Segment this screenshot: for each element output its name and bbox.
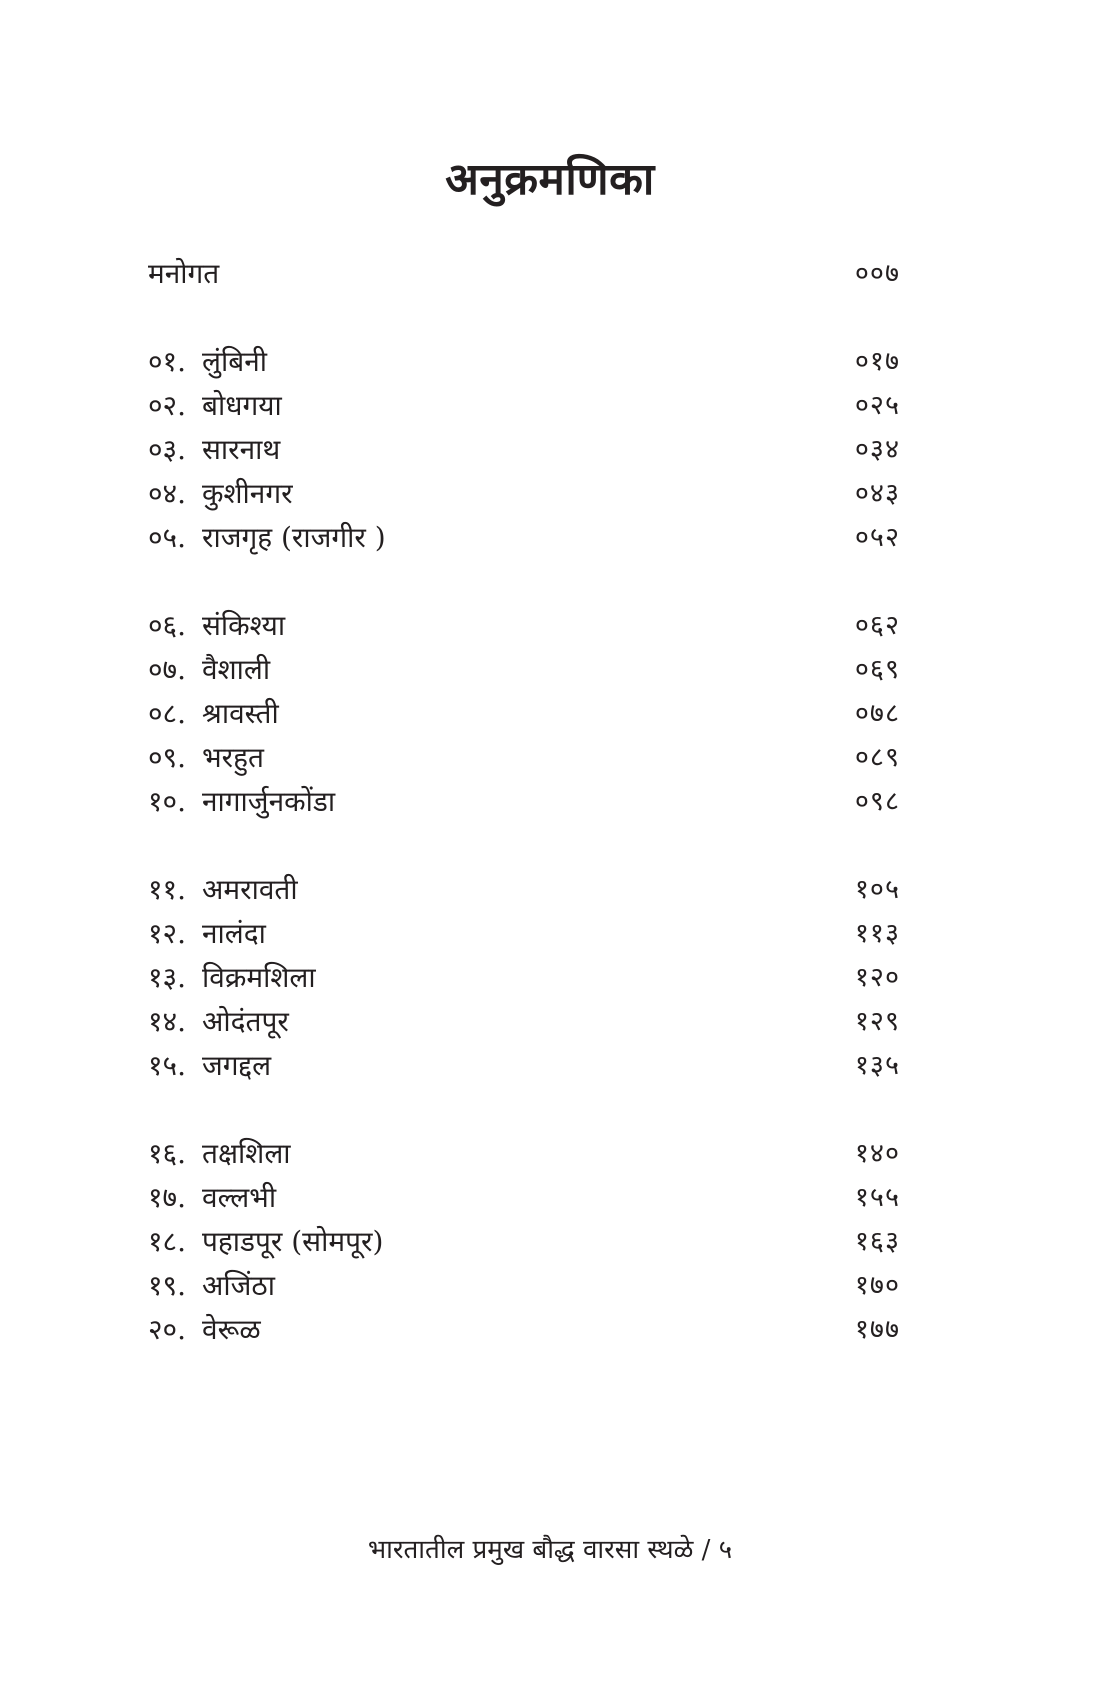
toc-entry-page: १३५: [854, 1050, 900, 1081]
toc-entry-page: ०७८: [854, 698, 900, 729]
toc-entry: [148, 1044, 900, 1088]
toc-entry-page: ०८९: [854, 742, 900, 773]
toc-entry-number: १७.: [148, 1181, 187, 1214]
toc-entry: [148, 868, 900, 912]
toc-entry-label: अजिंठा: [202, 1269, 275, 1302]
toc-entry-page: १२०: [854, 962, 900, 993]
toc-entry: [148, 516, 900, 560]
toc-entry-page: ०६२: [854, 610, 900, 641]
toc-entry-label: नालंदा: [202, 917, 266, 950]
toc-entry-label: बोधगया: [202, 389, 282, 422]
toc-entry: [148, 428, 900, 472]
spacer: [148, 1088, 900, 1132]
toc-entry-preface: [148, 252, 900, 296]
toc-entry-page: ००७: [854, 258, 900, 289]
toc-entry-page: ११३: [854, 918, 900, 949]
toc-entry-page: १५५: [854, 1182, 900, 1213]
toc-entry: [148, 1220, 900, 1264]
toc-entry-number: ०१.: [148, 345, 187, 378]
toc-entry-page: १७७: [854, 1314, 900, 1345]
toc-group-2: [148, 604, 900, 824]
toc-entry-number: १३.: [148, 961, 187, 994]
toc-entry: [148, 956, 900, 1000]
toc-entry-number: ०९.: [148, 741, 187, 774]
toc-entry: [148, 736, 900, 780]
toc-group-4: [148, 1132, 900, 1352]
toc-entry-label: सारनाथ: [202, 433, 281, 466]
toc-entry-page: १६३: [854, 1226, 900, 1257]
toc-entry-page: ०५२: [854, 522, 900, 553]
toc-group-1: [148, 340, 900, 560]
spacer: [148, 296, 900, 340]
toc-entry-label: तक्षशिला: [202, 1137, 291, 1170]
toc-entry: [148, 648, 900, 692]
toc-entry-page: १७०: [854, 1270, 900, 1301]
toc-entry: [148, 912, 900, 956]
toc-entry-label: अमरावती: [202, 873, 298, 906]
toc-entry-number: ०३.: [148, 433, 187, 466]
toc-entry-number: १२.: [148, 917, 187, 950]
toc-entry-page: ०४३: [854, 478, 900, 509]
toc-entry-number: १०.: [148, 785, 187, 818]
toc-entry-number: ०५.: [148, 521, 187, 554]
page-title: अनुक्रमणिका: [445, 154, 655, 205]
toc-entry: [148, 1132, 900, 1176]
toc-entry-number: १५.: [148, 1049, 187, 1082]
toc-entry-number: ११.: [148, 873, 187, 906]
toc-entry-number: १८.: [148, 1225, 187, 1258]
toc-entry-label: लुंबिनी: [202, 345, 268, 378]
toc-entry: [148, 692, 900, 736]
toc-entry-label: विक्रमशिला: [202, 961, 316, 994]
toc-entry-label: पहाडपूर (सोमपूर): [202, 1225, 384, 1258]
toc-entry-label: संकिश्या: [202, 609, 286, 642]
toc-entry: [148, 472, 900, 516]
toc-entry: [148, 384, 900, 428]
toc-entry-label: राजगृह (राजगीर ): [202, 521, 386, 554]
toc-entry: [148, 1000, 900, 1044]
toc-entry-label: मनोगत: [148, 257, 220, 290]
toc-entry: [148, 780, 900, 824]
toc-entry-page: १४०: [854, 1138, 900, 1169]
toc-entry: [148, 604, 900, 648]
toc-entry-label: श्रावस्ती: [202, 697, 279, 730]
toc-entry-number: ०४.: [148, 477, 187, 510]
toc-entry-page: ०३४: [854, 434, 900, 465]
toc-entry-label: वैशाली: [202, 653, 271, 686]
toc-entry-page: १२९: [854, 1006, 900, 1037]
toc-entry-number: १४.: [148, 1005, 187, 1038]
toc-entry-label: कुशीनगर: [202, 477, 293, 510]
toc-entry-page: ०१७: [854, 346, 900, 377]
toc-entry-number: १६.: [148, 1137, 187, 1170]
toc-entry: [148, 1264, 900, 1308]
toc-group-3: [148, 868, 900, 1088]
toc-entry-number: ०२.: [148, 389, 187, 422]
toc-entry: [148, 1308, 900, 1352]
toc-entry-label: वेरूळ: [202, 1313, 261, 1346]
table-of-contents: [148, 252, 900, 1352]
spacer: [148, 824, 900, 868]
toc-entry-page: ०६९: [854, 654, 900, 685]
toc-entry: [148, 340, 900, 384]
spacer: [148, 560, 900, 604]
toc-entry: [148, 1176, 900, 1220]
toc-entry-number: ०६.: [148, 609, 187, 642]
toc-entry-number: ०७.: [148, 653, 187, 686]
toc-entry-page: ०२५: [854, 390, 900, 421]
toc-entry-page: ०९८: [854, 786, 900, 817]
toc-entry-label: भरहुत: [202, 741, 264, 774]
toc-entry-label: ओदंतपूर: [202, 1005, 289, 1038]
toc-entry-label: जगद्दल: [202, 1049, 272, 1082]
toc-entry-label: वल्लभी: [202, 1181, 277, 1214]
page-footer: भारतातील प्रमुख बौद्ध वारसा स्थळे / ५: [367, 1535, 733, 1565]
toc-entry-label: नागार्जुनकोंडा: [202, 785, 336, 818]
toc-entry-number: ०८.: [148, 697, 187, 730]
toc-entry-page: १०५: [854, 874, 900, 905]
toc-entry-number: १९.: [148, 1269, 187, 1302]
toc-entry-number: २०.: [148, 1313, 187, 1346]
